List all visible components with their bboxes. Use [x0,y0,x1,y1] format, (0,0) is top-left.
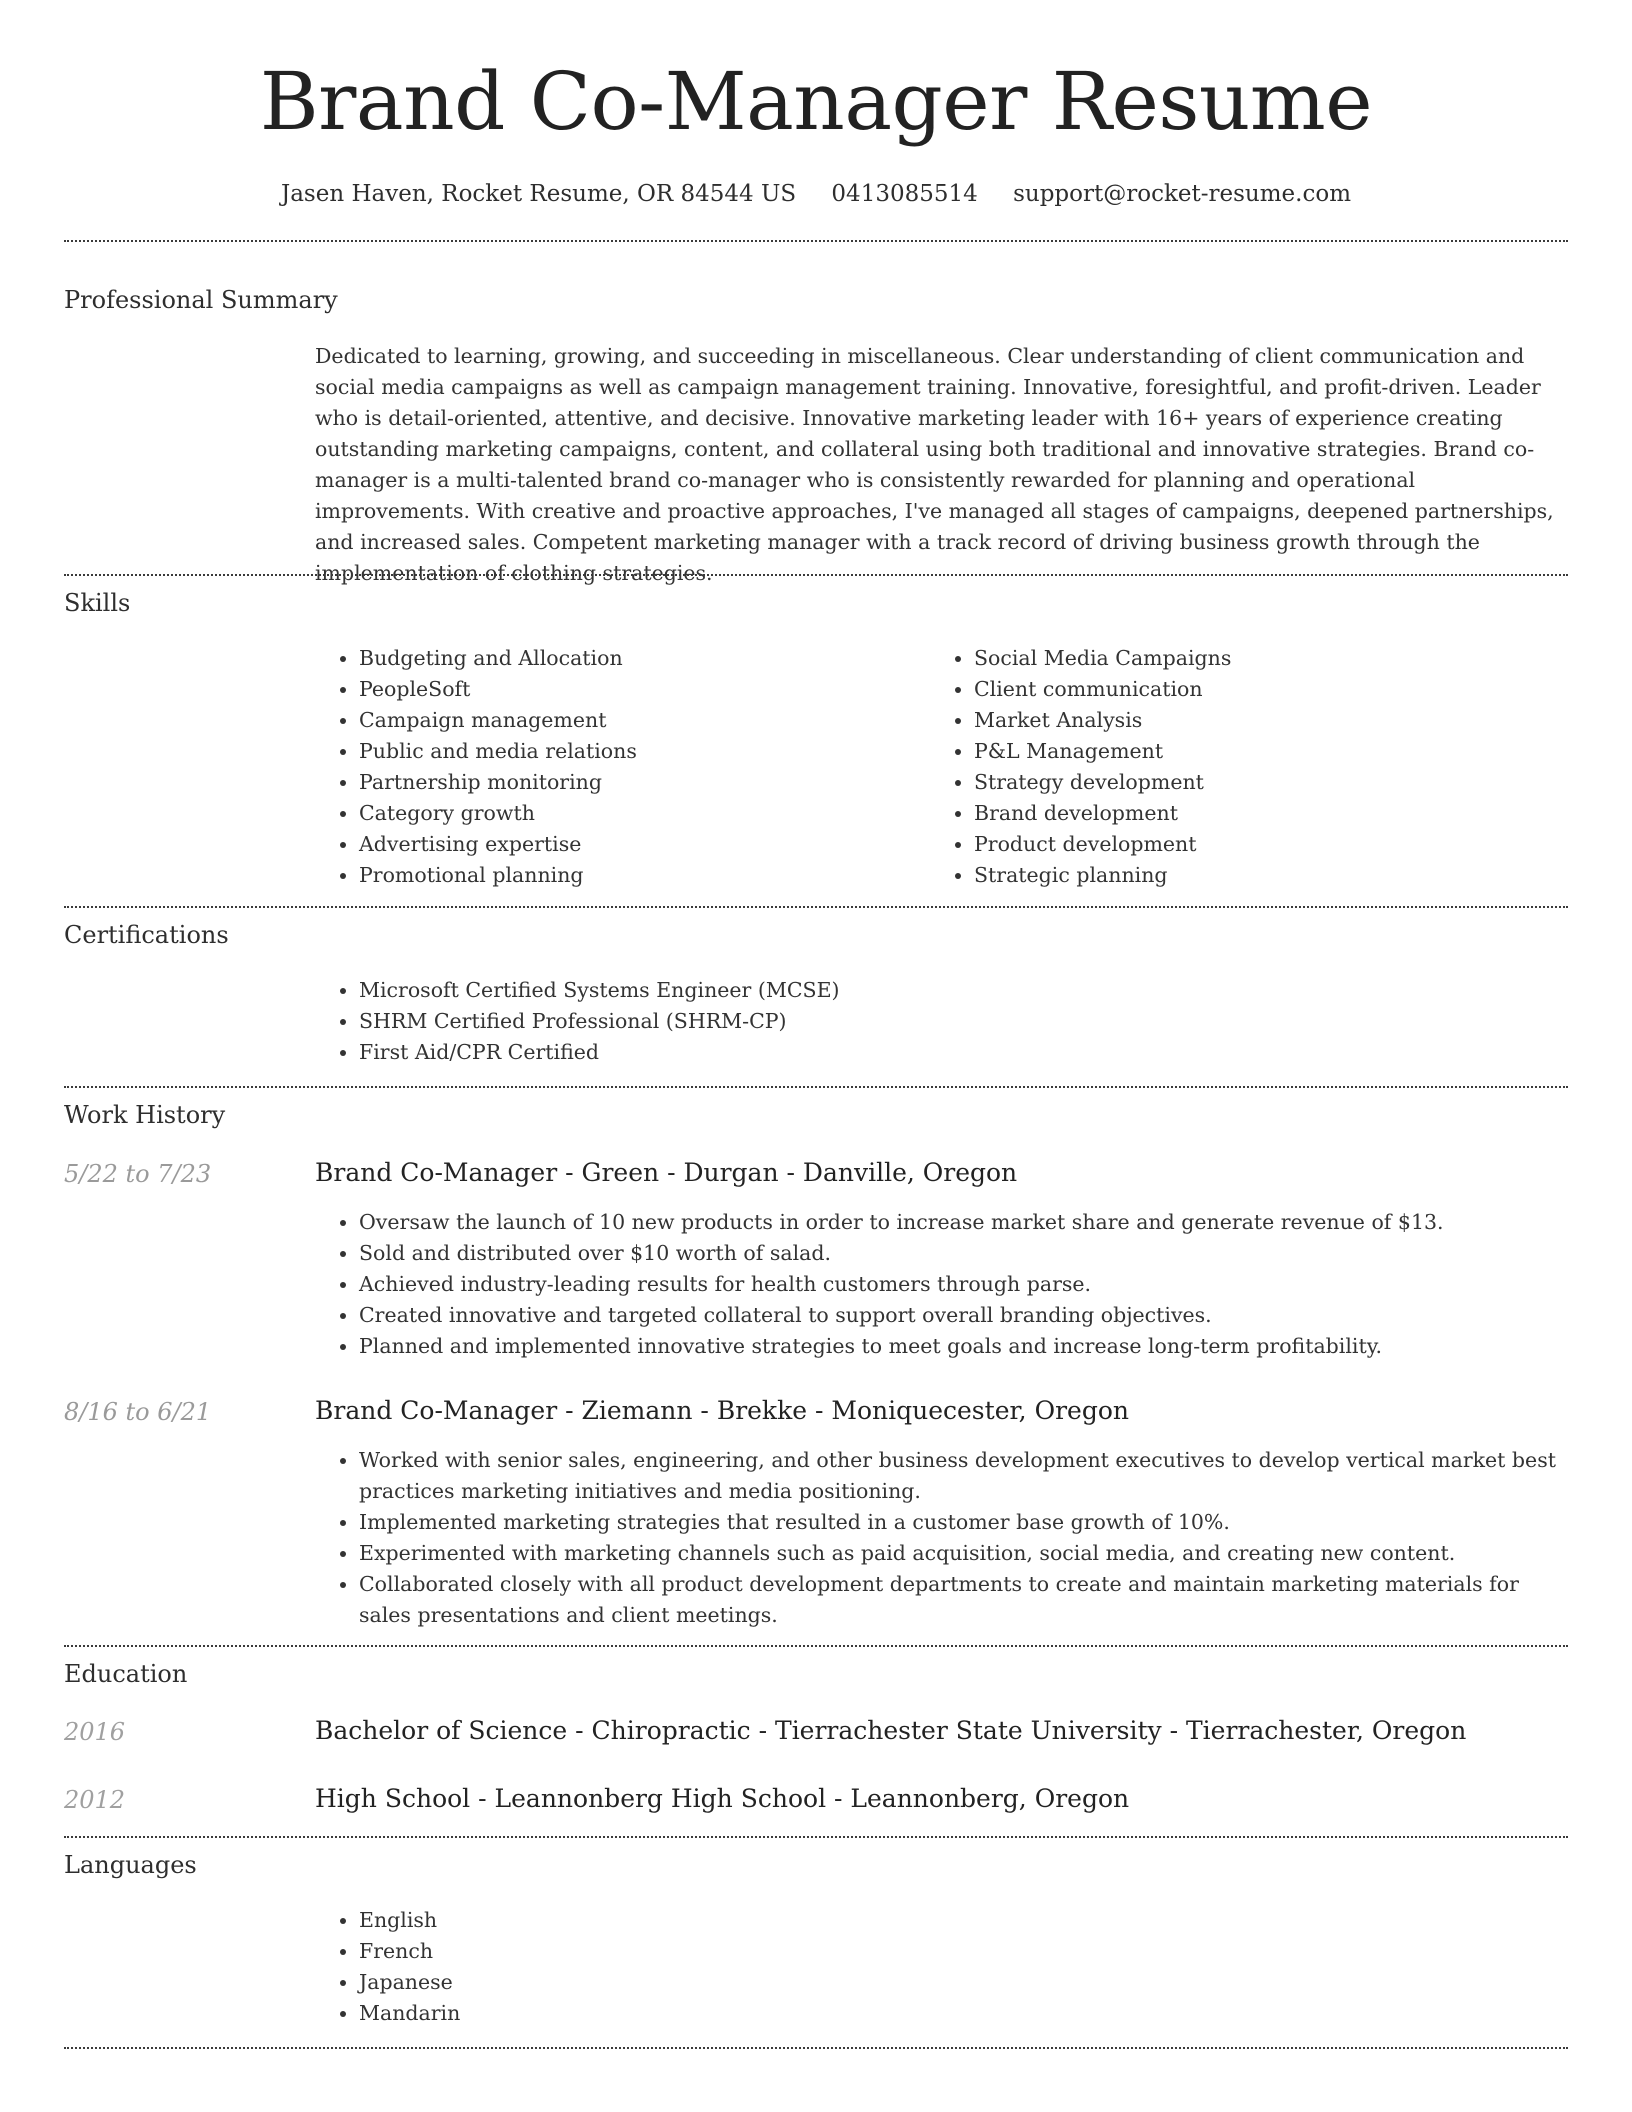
section-divider [64,1645,1568,1647]
skill-item: • Public and media relations [359,736,930,767]
skill-item: • Brand development [974,798,1545,829]
education-school: - Tierrachester State University - Tierrachester, Oregon [750,1716,1467,1745]
job-dates: 5/22 to 7/23 [64,1160,212,1188]
education-year: 2012 [64,1786,126,1814]
language-item: • Japanese [359,1967,1568,1998]
certifications-section [315,975,1568,1068]
education-entry [315,1714,1568,1748]
section-divider [64,1836,1568,1838]
job-bullet: • Collaborated closely with all product development departments to create and maintain marketing materials for sales presentations and client meetings. [359,1569,1568,1631]
summary-section [315,341,1568,589]
skill-item: • Client communication [974,674,1545,705]
job-responsibilities [315,1445,1568,1631]
language-item: • French [359,1936,1568,1967]
contact-phone: 0413085514 [831,181,978,207]
skill-item: • Strategic planning [974,860,1545,891]
skill-item: • Product development [974,829,1545,860]
summary-text: Dedicated to learning, growing, and succeeding in miscellaneous. Clear understanding of client communication and social media campaigns as well as campaign management training. Innovative, foresightful, and profit-driven. Leader who is detail-oriented, attentive, and decisive. Innovative marketing leader with 16+ years of experience creating outstanding marketing campaigns, content, and collateral using both traditional and innovative strategies. Brand co-manager is a multi-talented brand co-manager who is consistently rewarded for planning and operational improvements. With creative and proactive approaches, I've managed all stages of campaigns, deepened partnerships, and increased sales. Competent marketing manager with a track record of driving business growth through the implementation of clothing strategies. [315,344,1554,585]
resume-title: Brand Co-Manager Resume [259,55,1373,148]
skill-item: • Budgeting and Allocation [359,643,930,674]
skills-column-right [930,643,1545,891]
skill-item: • Category growth [359,798,930,829]
certification-item: • Microsoft Certified Systems Engineer (MCSE) [359,975,1568,1006]
skill-item: • Promotional planning [359,860,930,891]
skill-item: • Market Analysis [974,705,1545,736]
education-year: 2016 [64,1718,126,1746]
section-divider [64,240,1568,242]
language-item: • Mandarin [359,1998,1568,2029]
resume-header [0,0,1632,210]
language-item: • English [359,1905,1568,1936]
summary-heading: Professional Summary [64,286,338,314]
certifications-heading: Certifications [64,921,229,949]
section-divider [64,574,1568,576]
job-bullet: • Experimented with marketing channels such as paid acquisition, social media, and creating new content. [359,1538,1568,1569]
skills-section [315,643,1568,891]
skills-column-left [315,643,930,891]
skill-item: • P&L Management [974,736,1545,767]
education-degree: High School [315,1784,471,1813]
section-divider [64,1086,1568,1088]
languages-section [315,1905,1568,2029]
job-bullet: • Oversaw the launch of 10 new products in order to increase market share and generate revenue of $13. [359,1207,1568,1238]
job-bullet: • Planned and implemented innovative strategies to meet goals and increase long-term profitability. [359,1331,1568,1362]
job-bullet: • Worked with senior sales, engineering, and other business development executives to develop vertical market best practices marketing initiatives and media positioning. [359,1445,1568,1507]
certification-item: • SHRM Certified Professional (SHRM-CP) [359,1006,1568,1037]
education-school: - Leannonberg High School - Leannonberg, Oregon [470,1784,1130,1813]
contact-address: Jasen Haven, Rocket Resume, OR 84544 US [280,181,797,207]
job-bullet: • Implemented marketing strategies that resulted in a customer base growth of 10%. [359,1507,1568,1538]
work-history-heading: Work History [64,1101,226,1129]
job-bullet: • Sold and distributed over $10 worth of salad. [359,1238,1568,1269]
job-bullet: • Achieved industry-leading results for health customers through parse. [359,1269,1568,1300]
job-bullet: • Created innovative and targeted collateral to support overall branding objectives. [359,1300,1568,1331]
education-heading: Education [64,1660,188,1688]
contact-line [0,178,1632,210]
job-title: Brand Co-Manager - Green - Durgan - Danville, Oregon [315,1158,1018,1187]
job-dates: 8/16 to 6/21 [64,1398,212,1426]
job-responsibilities [315,1207,1568,1362]
skill-item: • Advertising expertise [359,829,930,860]
skill-item: • Strategy development [974,767,1545,798]
education-degree: Bachelor of Science - Chiropractic [315,1716,751,1745]
contact-email: support@rocket-resume.com [1013,181,1352,207]
job-title: Brand Co-Manager - Ziemann - Brekke - Moniquecester, Oregon [315,1396,1129,1425]
skills-heading: Skills [64,589,131,617]
skill-item: • Campaign management [359,705,930,736]
section-divider [64,906,1568,908]
skill-item: • Partnership monitoring [359,767,930,798]
education-entry [315,1782,1568,1816]
languages-heading: Languages [64,1851,197,1879]
certification-item: • First Aid/CPR Certified [359,1037,1568,1068]
section-divider [64,2047,1568,2049]
skill-item: • Social Media Campaigns [974,643,1545,674]
skill-item: • PeopleSoft [359,674,930,705]
